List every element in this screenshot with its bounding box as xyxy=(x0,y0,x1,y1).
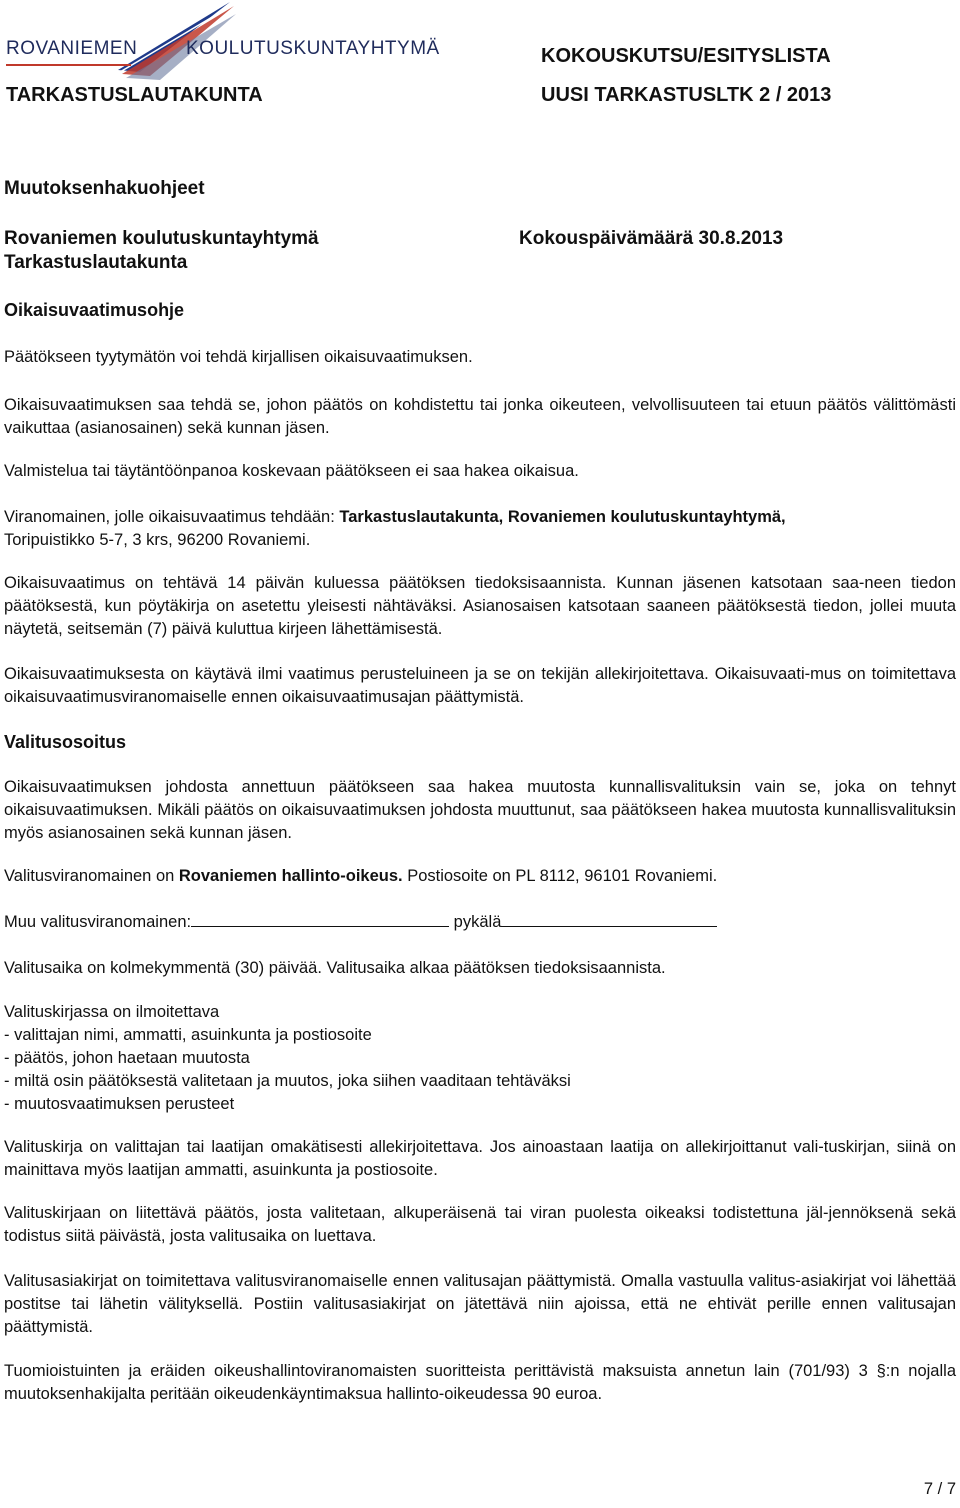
section-blank xyxy=(501,912,717,927)
para-8 xyxy=(4,865,956,888)
doc-title: Muutoksenhakuohjeet xyxy=(4,178,205,199)
para-1: Päätökseen tyytymätön voi tehdä kirjallisen oikaisuvaatimuksen. xyxy=(4,348,473,366)
logo-underline xyxy=(6,64,131,66)
committee-label: TARKASTUSLAUTAKUNTA xyxy=(6,84,263,106)
para-13: Valitusasiakirjat on toimitettava valitusviranomaiselle ennen valitusajan päättymistä. Omalla vastuulla valitus-asiakirjat voi lähettää postitse tai lähetin välityksellä. Postiin valitusasiakirjat on jätettävä niin ajoissa, että ne ehtivät perille ennen valitusajan päättymistä. xyxy=(4,1272,956,1336)
logo-left-text: ROVANIEMEN xyxy=(6,38,138,59)
para-9 xyxy=(4,911,956,934)
para-4 xyxy=(4,506,956,552)
section-heading-valitus: Valitusosoitus xyxy=(4,732,127,752)
para-7: Oikaisuvaatimuksen johdosta annettuun päätökseen saa hakea muutosta kunnallisvalituksin vain se, joka on tehnyt oikaisuvaatimuksen. Mikäli päätös on oikaisuvaatimuksen johdosta muuttunut, saa päätökseen hakea muutosta kunnallisvalituksin myös asianosainen sekä kunnan jäsen. xyxy=(4,778,956,842)
list-item: - muutosvaatimuksen perusteet xyxy=(4,1095,235,1113)
list-item: - miltä osin päätöksestä valitetaan ja muutos, joka siihen vaaditaan tehtäväksi xyxy=(4,1072,571,1090)
para-10: Valitusaika on kolmekymmentä (30) päivää. Valitusaika alkaa päätöksen tiedoksisaannista. xyxy=(4,959,666,977)
meeting-label: UUSI TARKASTUSLTK 2 / 2013 xyxy=(541,84,832,106)
org-name: Rovaniemen koulutuskuntayhtymä xyxy=(4,228,319,249)
other-authority-label: Muu valitusviranomainen: xyxy=(4,913,192,931)
para-4-text: Viranomainen, jolle oikaisuvaatimus tehdään: xyxy=(4,508,340,526)
para-8-bold: Rovaniemen hallinto-oikeus. xyxy=(178,867,403,885)
logo-right-text: KOULUTUSKUNTAYHTYMÄ xyxy=(186,38,440,59)
list-item: - päätös, johon haetaan muutosta xyxy=(4,1049,250,1067)
para-12: Valituskirjaan on liitettävä päätös, josta valitetaan, alkuperäisenä tai viran puolesta oikeaksi todistettuna jäl-jennöksenä sekä todistus siitä päivästä, josta valitusaika on luettava. xyxy=(4,1204,956,1245)
para-11: Valituskirja on valittajan tai laatijan omakätisesti allekirjoitettava. Jos ainoastaan laatija on allekirjoittanut vali-tuskirjan, siinä on mainittava myös laatijan ammatti, asuinkunta ja postiosoite. xyxy=(4,1138,956,1179)
logo xyxy=(0,0,440,82)
org-committee: Tarkastuslautakunta xyxy=(4,252,188,273)
para-6: Oikaisuvaatimuksesta on käytävä ilmi vaatimus perusteluineen ja se on tekijän allekirjoitettava. Oikaisuvaati-mus on toimitettava oikaisuvaatimusviranomaiselle ennen oikaisuvaatimusajan päättymistä. xyxy=(4,665,956,706)
para-4-bold: Tarkastuslautakunta, Rovaniemen koulutuskuntayhtymä, xyxy=(339,508,786,526)
meeting-date: Kokouspäivämäärä 30.8.2013 xyxy=(519,228,784,249)
para-4-address: Toripuistikko 5-7, 3 krs, 96200 Rovaniemi. xyxy=(4,531,311,549)
list-intro: Valituskirjassa on ilmoitettava xyxy=(4,1003,220,1021)
list-item: - valittajan nimi, ammatti, asuinkunta ja postiosoite xyxy=(4,1026,372,1044)
para-2: Oikaisuvaatimuksen saa tehdä se, johon päätös on kohdistettu tai jonka oikeuteen, velvollisuuteen tai etuun päätös välittömästi vaikuttaa (asianosainen) sekä kunnan jäsen. xyxy=(4,396,956,437)
para-5: Oikaisuvaatimus on tehtävä 14 päivän kuluessa päätöksen tiedoksisaannista. Kunnan jäsenen katsotaan saa-neen tiedon päätöksestä, kun pöytäkirja on asetettu yleisesti nähtäväksi. Asianosaisen katsotaan saaneen päätöksestä tiedon, jollei muuta näytetä, seitsemän (7) päivä kuluttua kirjeen lähettämisestä. xyxy=(4,574,956,638)
section-label: pykälä xyxy=(449,913,502,931)
other-authority-blank xyxy=(191,912,449,927)
page-number: 7 / 7 xyxy=(923,1480,956,1498)
para-8-address: Postiosoite on PL 8112, 96101 Rovaniemi. xyxy=(402,867,718,885)
para-8-text: Valitusviranomainen on xyxy=(4,867,179,885)
doc-type-label: KOKOUSKUTSU/ESITYSLISTA xyxy=(541,45,831,67)
para-3: Valmistelua tai täytäntöönpanoa koskevaan päätökseen ei saa hakea oikaisua. xyxy=(4,462,579,480)
para-14: Tuomioistuinten ja eräiden oikeushallintoviranomaisten suoritteista perittävistä maksuista annetun lain (701/93) 3 §:n nojalla muutoksenhakijalta peritään oikeudenkäyntimaksua hallinto-oikeudessa 90 euroa. xyxy=(4,1362,956,1403)
requirements-list xyxy=(4,1001,956,1116)
section-heading-oikaisu: Oikaisuvaatimusohje xyxy=(4,300,185,320)
